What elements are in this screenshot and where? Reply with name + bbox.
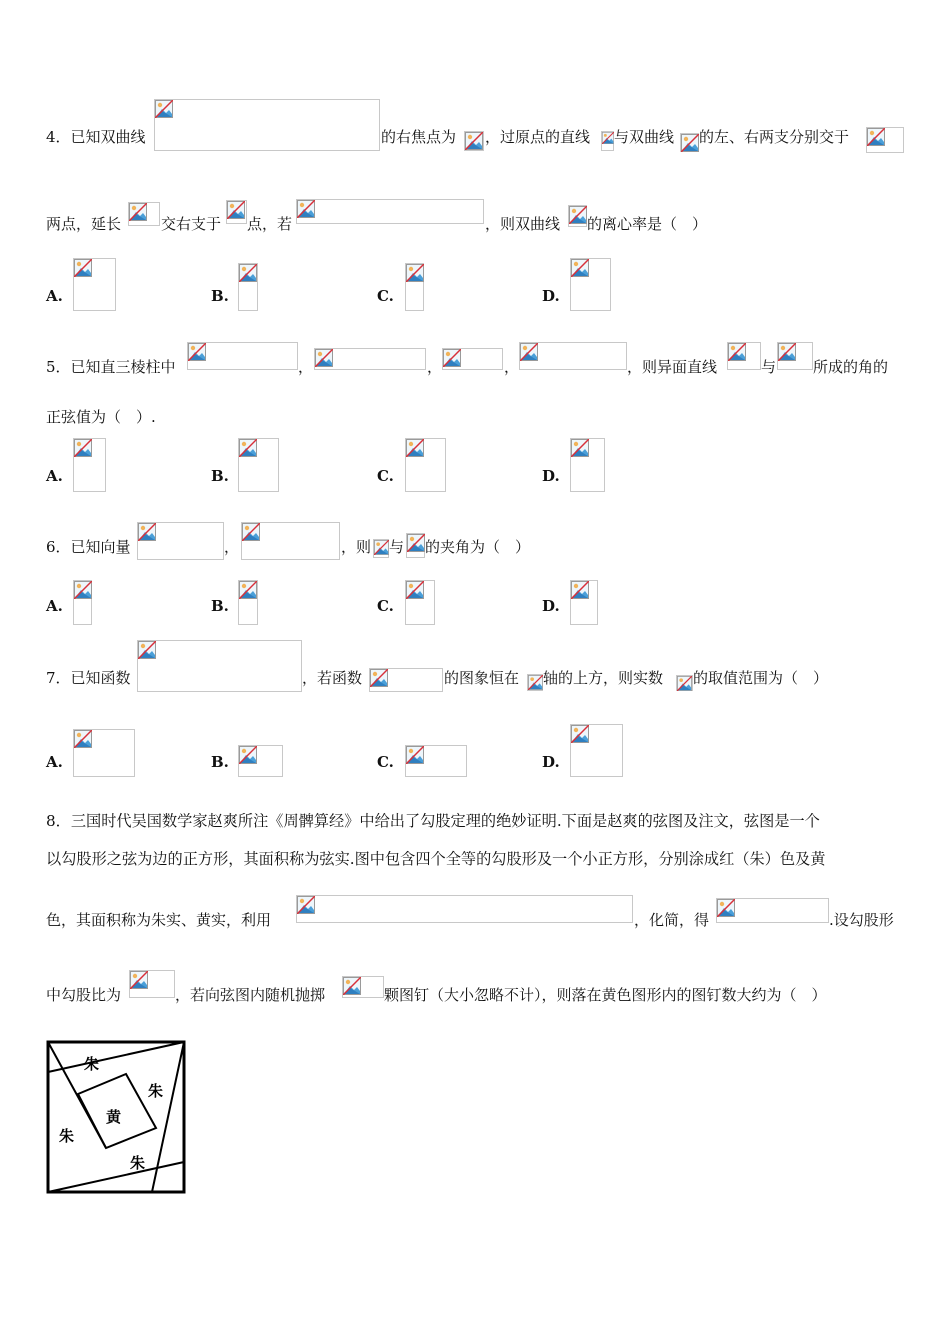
q4-text-1: 4．已知双曲线 — [46, 128, 146, 146]
q5-text-4: 所成的角的 — [813, 358, 889, 376]
q6-text-4: 的夹角为（ ） — [425, 538, 531, 556]
broken-image-icon — [602, 132, 614, 144]
q7-text-4: 轴的上方，则实数 — [543, 669, 664, 687]
zhu-label: 朱 — [130, 1154, 146, 1172]
q8-text-1: 色，其面积称为朱实、黄实，利用 — [46, 911, 272, 929]
formula-image — [568, 205, 587, 227]
q4-text-8: 点，若 — [247, 215, 293, 233]
formula-image — [716, 898, 829, 923]
option-c-image — [405, 263, 424, 311]
q4-text-5: 的左、右两支分别交于 — [699, 128, 850, 146]
formula-image — [527, 674, 543, 691]
q4-text-6: 两点，延长 — [46, 215, 122, 233]
broken-image-icon — [74, 581, 92, 599]
q4-text-7: 交右支于 — [161, 215, 222, 233]
option-c-image — [405, 438, 446, 492]
q8-text-5: ，若向弦图内随机抛掷 — [175, 986, 326, 1004]
option-a-label: A. — [46, 753, 63, 771]
broken-image-icon — [443, 349, 461, 367]
broken-image-icon — [681, 134, 699, 152]
q8-line-2: 以勾股形之弦为边的正方形，其面积称为弦实.图中包含四个全等的勾股形及一个小正方形，分别涂成红（朱）色及黄 — [46, 850, 826, 868]
option-a-label: A. — [46, 287, 63, 305]
q6-text-2: ，则 — [341, 538, 372, 556]
broken-image-icon — [297, 896, 315, 914]
broken-image-icon — [129, 203, 147, 221]
option-b-label: B. — [211, 287, 229, 305]
option-d-label: D. — [542, 467, 560, 485]
q6-sep: ， — [224, 538, 240, 556]
option-a-image — [73, 729, 135, 777]
broken-image-icon — [74, 730, 92, 748]
broken-image-icon — [130, 971, 148, 989]
option-a-image — [73, 258, 116, 311]
broken-image-icon — [370, 669, 388, 687]
option-c-label: C. — [377, 753, 394, 771]
formula-image — [464, 131, 484, 151]
formula-image — [601, 131, 614, 151]
formula-image — [342, 976, 384, 998]
formula-image — [680, 133, 699, 152]
broken-image-icon — [138, 641, 156, 659]
q5-sep: ， — [298, 358, 314, 376]
formula-image — [442, 348, 503, 370]
formula-image — [519, 342, 627, 370]
broken-image-icon — [188, 343, 206, 361]
broken-image-icon — [374, 540, 389, 555]
broken-image-icon — [297, 200, 315, 218]
option-d-label: D. — [542, 287, 560, 305]
broken-image-icon — [227, 201, 245, 219]
option-d-image — [570, 258, 611, 311]
broken-image-icon — [528, 675, 543, 690]
zhu-label: 朱 — [84, 1055, 100, 1073]
option-b-label: B. — [211, 597, 229, 615]
formula-image — [777, 342, 813, 370]
option-b-label: B. — [211, 753, 229, 771]
broken-image-icon — [315, 349, 333, 367]
broken-image-icon — [406, 264, 424, 282]
q4-text-4: 与双曲线 — [614, 128, 675, 146]
q5-text-3: 与 — [761, 358, 777, 376]
broken-image-icon — [571, 439, 589, 457]
option-a-image — [73, 438, 106, 492]
option-b-image — [238, 745, 283, 777]
q5-text-5: 正弦值为（ ）. — [46, 408, 156, 426]
formula-image — [129, 970, 175, 998]
broken-image-icon — [406, 746, 424, 764]
broken-image-icon — [571, 581, 589, 599]
formula-image — [727, 342, 761, 370]
option-c-label: C. — [377, 467, 394, 485]
q8-text-4: 中勾股比为 — [46, 986, 122, 1004]
option-a-label: A. — [46, 467, 63, 485]
q5-sep: ， — [504, 358, 520, 376]
broken-image-icon — [717, 899, 735, 917]
formula-image — [296, 895, 633, 923]
q6-text-3: 与 — [389, 538, 405, 556]
option-d-image — [570, 580, 598, 625]
broken-image-icon — [728, 343, 746, 361]
broken-image-icon — [406, 439, 424, 457]
option-d-label: D. — [542, 753, 560, 771]
broken-image-icon — [239, 746, 257, 764]
q5-text-2: ，则异面直线 — [627, 358, 718, 376]
option-b-image — [238, 580, 258, 625]
broken-image-icon — [74, 439, 92, 457]
q5-sep: ， — [427, 358, 443, 376]
zhu-label: 朱 — [59, 1127, 75, 1145]
q6-text-1: 6．已知向量 — [46, 538, 131, 556]
option-d-label: D. — [542, 597, 560, 615]
zhao-shuang-diagram — [44, 1038, 189, 1198]
q4-text-3: ，过原点的直线 — [485, 128, 591, 146]
formula-image — [866, 127, 904, 153]
q8-text-3: .设勾股形 — [829, 911, 894, 929]
formula-image — [241, 522, 340, 560]
option-b-image — [238, 263, 258, 311]
broken-image-icon — [867, 128, 885, 146]
q5-text-1: 5．已知直三棱柱中 — [46, 358, 176, 376]
q4-text-9: ，则双曲线 — [485, 215, 561, 233]
triangle-edge — [48, 1042, 184, 1072]
q7-text-2: ，若函数 — [302, 669, 363, 687]
broken-image-icon — [465, 132, 483, 150]
option-c-label: C. — [377, 287, 394, 305]
zhu-label: 朱 — [148, 1082, 164, 1100]
formula-image — [676, 675, 693, 691]
broken-image-icon — [677, 676, 692, 691]
q8-text-2: ，化简，得 — [634, 911, 710, 929]
broken-image-icon — [239, 581, 257, 599]
broken-image-icon — [569, 206, 587, 224]
option-b-label: B. — [211, 467, 229, 485]
option-a-image — [73, 580, 92, 625]
option-d-image — [570, 438, 605, 492]
broken-image-icon — [242, 523, 260, 541]
q7-text-3: 的图象恒在 — [444, 669, 520, 687]
broken-image-icon — [74, 259, 92, 277]
formula-image — [137, 522, 224, 560]
formula-image — [128, 202, 160, 226]
broken-image-icon — [406, 581, 424, 599]
q7-text-1: 7．已知函数 — [46, 669, 131, 687]
broken-image-icon — [138, 523, 156, 541]
triangle-edge — [48, 1162, 184, 1192]
formula-image — [296, 199, 484, 224]
q4-text-2: 的右焦点为 — [381, 128, 457, 146]
option-d-image — [570, 724, 623, 777]
broken-image-icon — [343, 977, 361, 995]
broken-image-icon — [778, 343, 796, 361]
broken-image-icon — [155, 100, 173, 118]
broken-image-icon — [407, 534, 425, 552]
formula-image — [187, 342, 298, 370]
triangle-edge — [152, 1042, 184, 1192]
formula-image — [137, 640, 302, 692]
option-b-image — [238, 438, 279, 492]
broken-image-icon — [520, 343, 538, 361]
option-c-image — [405, 745, 467, 777]
formula-image — [406, 533, 425, 558]
huang-label: 黄 — [106, 1108, 122, 1126]
q7-text-5: 的取值范围为（ ） — [693, 669, 829, 687]
formula-image — [314, 348, 426, 370]
broken-image-icon — [239, 439, 257, 457]
q8-text-6: 颗图钉（大小忽略不计），则落在黄色图形内的图钉数大约为（ ） — [384, 986, 827, 1004]
formula-image — [154, 99, 380, 151]
option-a-label: A. — [46, 597, 63, 615]
q4-text-10: 的离心率是（ ） — [587, 215, 708, 233]
broken-image-icon — [571, 725, 589, 743]
option-c-label: C. — [377, 597, 394, 615]
q8-line-1: 8．三国时代吴国数学家赵爽所注《周髀算经》中给出了勾股定理的绝妙证明.下面是赵爽的弦图及注文，弦图是一个 — [46, 812, 820, 830]
broken-image-icon — [571, 259, 589, 277]
formula-image — [226, 200, 247, 224]
broken-image-icon — [239, 264, 257, 282]
formula-image — [373, 539, 389, 558]
option-c-image — [405, 580, 435, 625]
formula-image — [369, 668, 443, 692]
